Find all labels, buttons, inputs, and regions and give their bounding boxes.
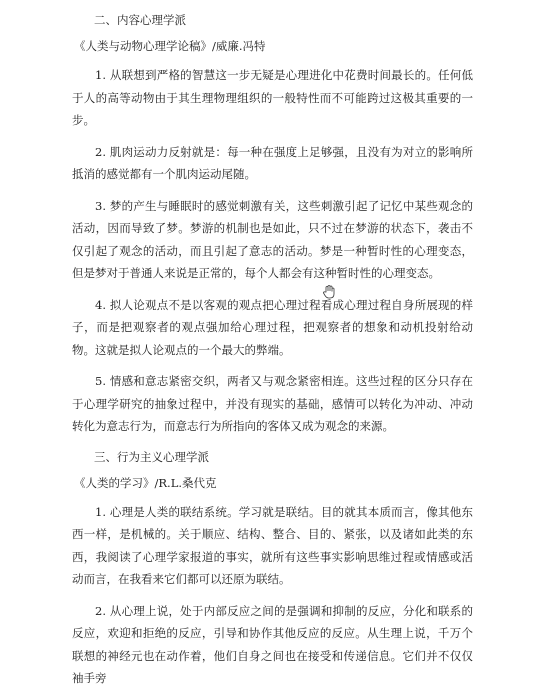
- source-citation-wundt: 《人类与动物心理学论稿》/威廉.冯特: [74, 39, 266, 53]
- paragraph: 4. 拟人论观点不是以客观的观点把心理过程看成心理过程自身所展现的样子，而是把观察者的观点强加给心理过程，把观察者的想象和动机投射给动物。这就是拟人论观点的一个最大的弊端。: [72, 297, 473, 357]
- paragraph: 1. 心理是人类的联结系统。学习就是联结。目的就其本质而言，像其他东西一样，是机械的。关于顺应、结构、整合、目的、紧张，以及诸如此类的东西，我阅读了心理学家报道的事实，就所有这些事实影响思维过程或情感或活动而言，在我看来它们都可以还原为联结。: [72, 504, 473, 586]
- section-heading-behaviorism: 三、行为主义心理学派: [94, 449, 209, 464]
- paragraph: 2. 从心理上说，处于内部反应之间的是强调和抑制的反应，分化和联系的反应，欢迎和拒绝的反应，引导和协作其他反应的反应。从生理上说，千万个联想的神经元也在动作着，他们自身之间也在接受和传递信息。它们并不仅仅袖手旁: [72, 603, 473, 685]
- paragraph: 2. 肌肉运动力反射就是：每一种在强度上足够强，且没有为对立的影响所抵消的感觉都有一个肌肉运动尾随。: [72, 144, 473, 181]
- section-heading-content-psychology: 二、内容心理学派: [94, 13, 186, 27]
- source-citation-thorndike: 《人类的学习》/R.L.桑代克: [74, 475, 217, 490]
- paragraph: 3. 梦的产生与睡眠时的感觉刺激有关，这些刺激引起了记忆中某些观念的活动，因而导致了梦。梦游的机制也是如此，只不过在梦游的状态下，袭击不仅引起了观念的活动，而且引起了意志的活动。梦是一种暂时性的心理变态，但是梦对于普通人来说是正常的，每个人都会有这种暂时性的心理变态。: [72, 198, 473, 280]
- paragraph: 1. 从联想到严格的智慧这一步无疑是心理进化中花费时间最长的。任何低于人的高等动物由于其生理物理组织的一般特性而不可能跨过这极其重要的一步。: [72, 68, 473, 127]
- paragraph: 5. 情感和意志紧密交织，两者又与观念紧密相连。这些过程的区分只存在于心理学研究的抽象过程中，并没有现实的基础，感情可以转化为冲动、冲动转化为意志行为，而意志行为所指向的客体又成为观念的来源。: [72, 374, 473, 433]
- hand-cursor-icon: [323, 285, 335, 299]
